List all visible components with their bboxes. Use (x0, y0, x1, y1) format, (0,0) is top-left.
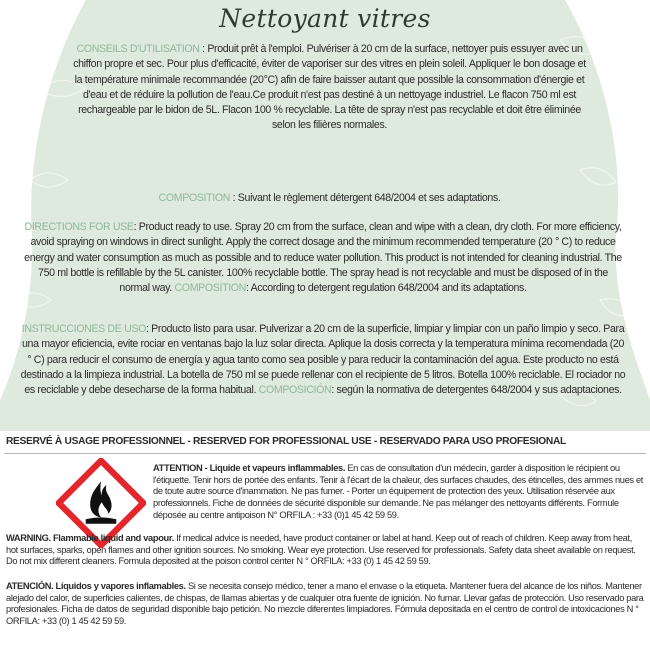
hazard-signal-en: WARNING. Flammable liquid and vapour. (6, 533, 174, 543)
french-directions-body: : Produit prêt à l'emploi. Pulvériser à 20 cm de la surface, nettoyer puis essuyer avec un chiffon propre et sec. Pour plus d'efficacité, éviter de vaporiser sur des vitres en plein soleil. Appliquer le bon dosage et la température minimale recommandée (20°C) afin de faire baisser autant que possible la consommation d'énergie et d'eau et de réduire la pollution de l'eau.Ce produit n'est pas destiné à un nettoyage industriel. Le flacon 750 ml est rechargeable par le bidon de 5L. Flacon 100 % recyclable. La tête de spray n'est pas recyclable et doit être éliminée selon les filières normales. (73, 43, 586, 132)
french-directions-heading: CONSEILS D'UTILISATION (76, 43, 200, 55)
hazard-signal-es: ATENCIÓN. Líquidos y vapores inflamables. (6, 581, 186, 591)
professional-use-notice: RESERVÉ À USAGE PROFESSIONNEL - RESERVED FOR PROFESSIONAL USE - RESERVADO PARA USO PROFESIONAL (6, 436, 566, 447)
hazard-statement-es (6, 581, 644, 628)
hazard-body-en: If medical advice is needed, have product container or label at hand. Keep out of reach of children. Keep away from heat, hot surfaces, sparks, open flames and other ignition sources. No smoking. Wear eye protection. Use reserved for professionals. Safety data sheet available on request. Do not mix different cleaners. Formula deposited at the poison control center N ° ORFILA: +33 (0) 1 45 42 59 59. (6, 533, 636, 567)
hazard-body-es: Si se necesita consejo médico, tener a mano el envase o la etiqueta. Mantener fuera del alcance de los niños. Mantener alejado del calor, de superficies calientes, de chispas, de llamas abiertas y de cualquier otra fuente de ignición. No fumar. Llevar gafas de protección. Uso reservado para profesionales. Ficha de datos de seguridad disponible bajo petición. No mezcle diferentes limpiadores. Fórmula depositada en el centro de control de intoxicaciones N ° ORFILA: +33 (0) 1 45 42 59 59. (6, 581, 644, 627)
french-composition-body: : Suivant le règlement détergent 648/2004 et ses adaptations. (230, 192, 501, 204)
hazard-body-fr: En cas de consultation d'un médecin, garder à disposition le récipient ou l'étiquette. Tenir hors de portée des enfants. Tenir à l'écart de la chaleur, des surfaces chaudes, des étincelles, des ammes nues et de toute autre source d'inammation. Ne pas fumer. - Porter un équipement de protection des yeux. Utilisation réservée aux professionnels. Fiche de données de sécurité disponible sur demande. Ne pas mélanger des nettoyants différents. Formule déposée au centre antipoison N° ORFILA : +33 (0)1 45 42 59 59. (153, 463, 643, 520)
spanish-composition-heading: COMPOSICIÓN (258, 384, 332, 397)
spanish-directions (20, 322, 626, 398)
french-composition-heading: COMPOSITION (158, 192, 231, 204)
divider (4, 453, 646, 454)
hazard-statement-fr (153, 463, 643, 522)
spanish-directions-body: : Producto listo para usar. Pulverizar a 20 cm de la superficie, limpiar y limpiar con un paño limpio y seco. Para una mayor eficiencia, evite rociar en ventanas bajo la luz solar directa. Aplique la dosis correcta y la temperatura mínima recomendada (20 ° C) para reducir el consumo de energía y agua tanto como sea posible y para reducir la contaminación del agua. Este producto no está destinado a la limpieza industrial. La botella de 750 ml se puede rellenar con el recipiente de 5 litros. Botella 100% reciclable. El rociador no es reciclable y debe desecharse de la forma habitual. (20, 323, 626, 397)
hazard-signal-fr: ATTENTION - Liquide et vapeurs inflammables. (153, 463, 346, 473)
spanish-composition-body: : según la normativa de detergentes 648/2004 y sus adaptaciones. (331, 384, 622, 397)
english-directions (22, 220, 624, 296)
english-composition-heading: COMPOSITION (174, 282, 246, 295)
hazard-statement-en (6, 533, 644, 568)
english-directions-body: : Product ready to use. Spray 20 cm from the surface, clean and wipe with a clean, dry cloth. For more efficiency, avoid spraying on windows in direct sunlight. Apply the correct dosage and the minimum recommended temperature (20 ° C) to reduce energy and water consumption as much as possible and to reduce water pollution. This product is not intended for cleaning industrial. The 750 ml bottle is refillable by the 5L canister. 100% recyclable bottle. The spray head is not recyclable and must be disposed of in the normal way. (24, 221, 622, 295)
english-directions-heading: DIRECTIONS FOR USE (24, 221, 134, 233)
french-composition (72, 191, 587, 206)
product-title: Nettoyant vitres (219, 4, 431, 33)
french-directions (72, 42, 587, 134)
spanish-directions-heading: INSTRUCCIONES DE USO (21, 323, 146, 335)
english-composition-body: : According to detergent regulation 648/2004 and its adaptations. (246, 282, 527, 295)
